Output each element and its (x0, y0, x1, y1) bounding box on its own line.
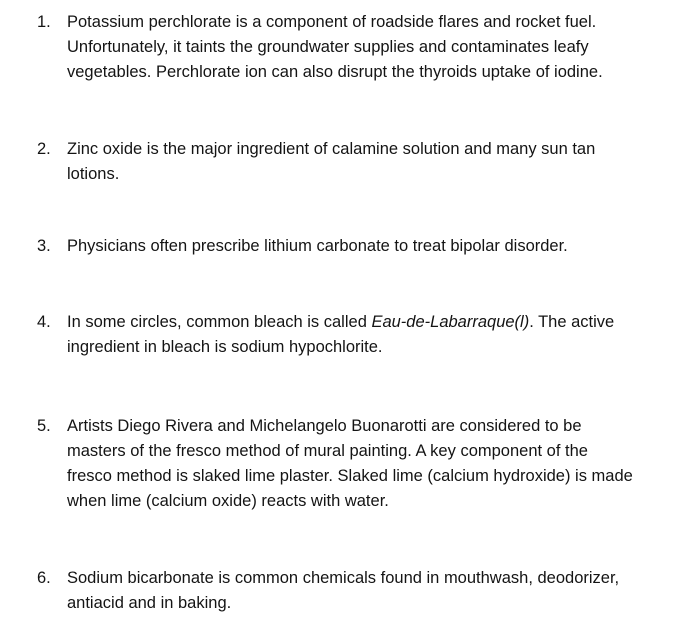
item-number: 2. (37, 140, 51, 158)
text-line: lotions. (67, 165, 120, 183)
text-line: Potassium perchlorate is a component of roadside flares and rocket fuel. (67, 13, 597, 31)
text-line: ingredient in bleach is sodium hypochlorite. (67, 338, 383, 356)
item-text (67, 414, 633, 514)
text-line: antiacid and in baking. (67, 594, 232, 612)
item-number: 4. (37, 313, 51, 331)
text-line: when lime (calcium oxide) reacts with water. (67, 492, 389, 510)
item-text (67, 137, 595, 187)
item-number: 1. (37, 13, 51, 31)
text-line: vegetables. Perchlorate ion can also disrupt the thyroids uptake of iodine. (67, 63, 603, 81)
item-text (67, 310, 614, 360)
text-line: Artists Diego Rivera and Michelangelo Buonarotti are considered to be (67, 417, 582, 435)
text-line: masters of the fresco method of mural painting. A key component of the (67, 442, 588, 460)
text-line: Unfortunately, it taints the groundwater supplies and contaminates leafy (67, 38, 589, 56)
item-number: 5. (37, 417, 51, 435)
item-text (67, 566, 619, 616)
text-segment: In some circles, common bleach is called (67, 313, 372, 331)
item-text (67, 234, 568, 259)
text-segment: . The active (529, 313, 615, 331)
text-line (67, 310, 614, 335)
item-number: 3. (37, 237, 51, 255)
text-line: Physicians often prescribe lithium carbonate to treat bipolar disorder. (67, 237, 568, 255)
text-line: Sodium bicarbonate is common chemicals found in mouthwash, deodorizer, (67, 569, 620, 587)
text-line: fresco method is slaked lime plaster. Slaked lime (calcium hydroxide) is made (67, 467, 633, 485)
item-text (67, 10, 603, 85)
text-line: Zinc oxide is the major ingredient of calamine solution and many sun tan (67, 140, 596, 158)
item-number: 6. (37, 569, 51, 587)
italic-term: Eau-de-Labarraque(l) (371, 313, 530, 331)
